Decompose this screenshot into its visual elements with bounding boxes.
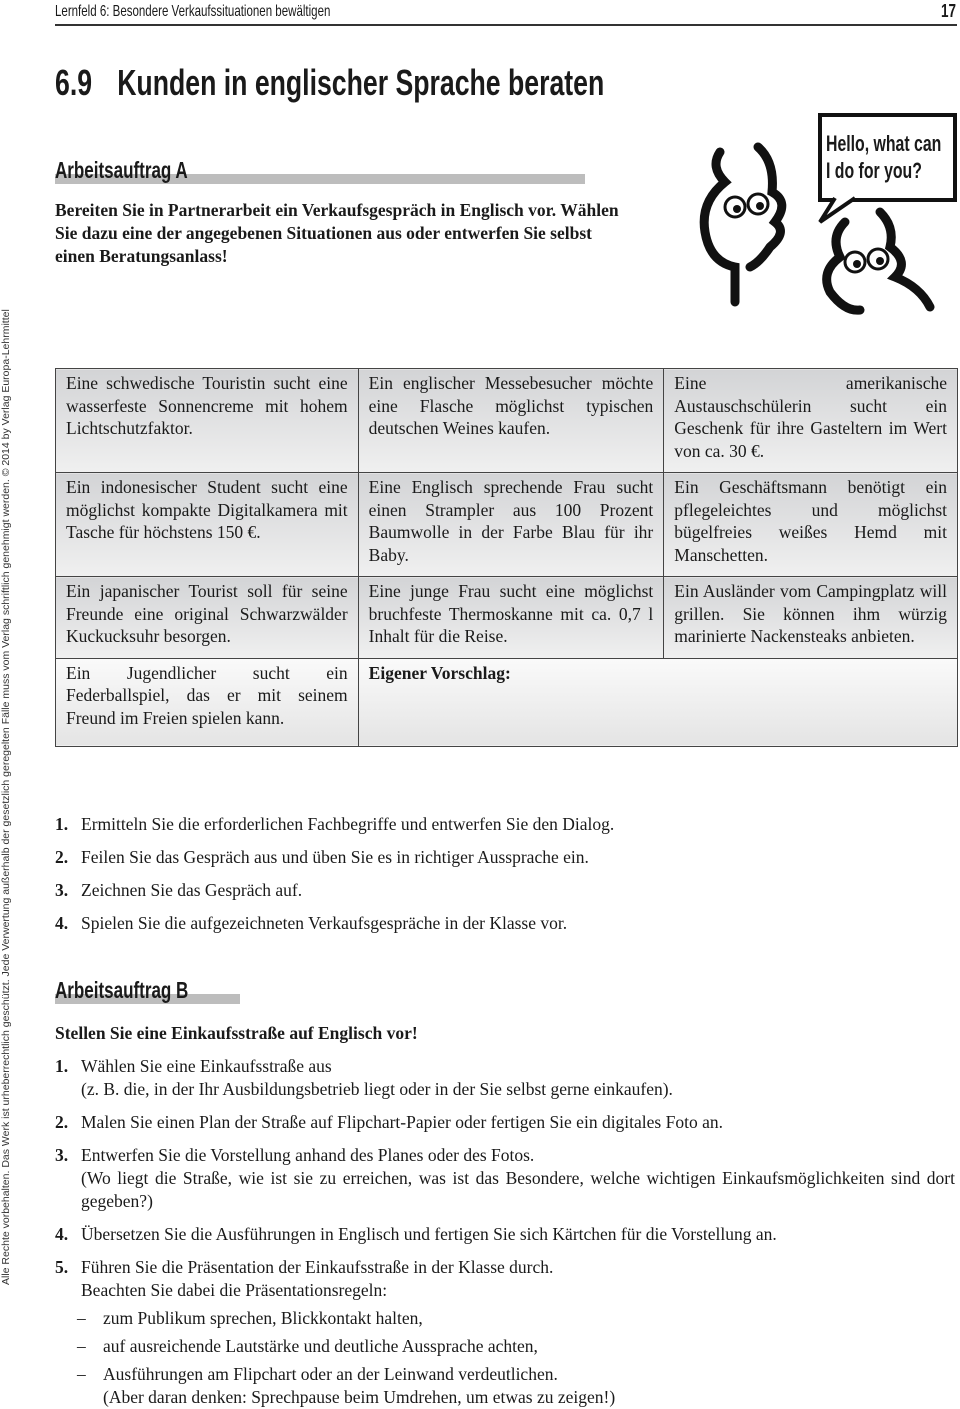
task-item	[55, 1144, 955, 1213]
situation-cell: Eine amerikanische Austauschschülerin sucht ein Geschenk für ihre Gasteltern im Wert von ca. 30 €.	[664, 369, 958, 473]
speech-line: I do for you?	[826, 158, 922, 183]
task-number: 3.	[55, 1145, 69, 1165]
table-row	[56, 658, 958, 746]
task-item	[55, 846, 955, 869]
speech-bubble	[826, 130, 941, 184]
situation-cell: Ein Jugendlicher sucht ein Federballspiel, das er mit seinem Freund im Freien spielen kann.	[56, 658, 359, 746]
situation-cell: Ein indonesischer Student sucht eine möglichst kompakte Digitalkamera mit Tasche für höchstens 150 €.	[56, 473, 359, 577]
rule-text: auf ausreichende Lautstärke und deutliche Aussprache achten,	[103, 1336, 538, 1356]
situations-table	[55, 368, 958, 747]
task-text: Ermitteln Sie die erforderlichen Fachbegriffe und entwerfen Sie den Dialog.	[81, 814, 615, 834]
section-b-heading: Arbeitsauftrag B	[55, 977, 189, 1003]
task-item	[55, 1223, 955, 1246]
section-a-heading: Arbeitsauftrag A	[55, 157, 188, 183]
running-head: Lernfeld 6: Besondere Verkaufssituationen bewältigen	[55, 3, 331, 20]
rule-text: (Aber daran denken: Sprechpause beim Umdrehen, um etwas zu zeigen!)	[103, 1387, 616, 1407]
task-text: Malen Sie einen Plan der Straße auf Flipchart-Papier oder fertigen Sie ein digitales Foto an.	[81, 1112, 723, 1132]
task-text: Zeichnen Sie das Gespräch auf.	[81, 880, 303, 900]
section-a-tasks	[55, 813, 955, 935]
page-number: 17	[940, 1, 956, 21]
section-a-intro: Bereiten Sie in Partnerarbeit ein Verkaufsgespräch in Englisch vor. Wählen Sie dazu eine der angegebenen Situationen aus oder entwerfen Sie selbst einen Beratungsanlass!	[55, 200, 619, 266]
task-number: 5.	[55, 1257, 69, 1277]
task-number: 2.	[55, 1112, 69, 1132]
task-item	[55, 912, 955, 935]
task-item	[55, 1256, 955, 1302]
task-item	[55, 879, 955, 902]
situation-cell: Ein Ausländer vom Campingplatz will grillen. Sie können ihm würzig marinierte Nackensteaks anbieten.	[664, 577, 958, 659]
situation-cell: Ein englischer Messebesucher möchte eine Flasche möglichst typischen deutschen Weines kaufen.	[358, 369, 664, 473]
situation-cell: Eine schwedische Touristin sucht eine wasserfeste Sonnencreme mit hohem Lichtschutzfaktor.	[56, 369, 359, 473]
table-row	[56, 473, 958, 577]
task-text: Übersetzen Sie die Ausführungen in Englisch und fertigen Sie sich Kärtchen für die Vorstellung an.	[81, 1224, 777, 1244]
situation-cell: Eine Englisch sprechende Frau sucht einen Strampler aus 100 Prozent Baumwolle in der Farbe Blau für ihr Baby.	[358, 473, 664, 577]
task-number: 3.	[55, 880, 69, 900]
table-row	[56, 369, 958, 473]
illustration-customers	[680, 112, 958, 322]
task-text: Führen Sie die Präsentation der Einkaufsstraße in der Klasse durch.	[81, 1257, 554, 1277]
own-proposal-cell: Eigener Vorschlag:	[358, 658, 957, 746]
section-b-tasks	[55, 1055, 955, 1409]
task-number: 1.	[55, 814, 69, 834]
task-text: (z. B. die, in der Ihr Ausbildungsbetrieb liegt oder in der Sie selbst gerne einkaufen).	[81, 1079, 673, 1099]
rule-item	[55, 1307, 955, 1330]
task-item	[55, 1111, 955, 1134]
task-number: 4.	[55, 913, 69, 933]
page-title	[55, 62, 604, 104]
task-item	[55, 1055, 955, 1101]
task-text: Entwerfen Sie die Vorstellung anhand des Planes oder des Fotos.	[81, 1145, 535, 1165]
rule-item	[55, 1363, 955, 1409]
task-text: Feilen Sie das Gespräch aus und üben Sie es in richtiger Aussprache ein.	[81, 847, 589, 867]
situation-cell: Eine junge Frau sucht eine möglichst bruchfeste Thermoskanne mit ca. 0,7 l Inhalt für die Reise.	[358, 577, 664, 659]
situation-cell: Ein japanischer Tourist soll für seine Freunde eine original Schwarzwälder Kuckucksuhr besorgen.	[56, 577, 359, 659]
task-item	[55, 813, 955, 836]
dash-bullet: –	[77, 1364, 86, 1384]
header-rule	[55, 24, 957, 26]
dash-bullet: –	[77, 1308, 86, 1328]
task-text: Beachten Sie dabei die Präsentationsregeln:	[81, 1280, 388, 1300]
task-text: Wählen Sie eine Einkaufsstraße aus	[81, 1056, 332, 1076]
rule-text: zum Publikum sprechen, Blickkontakt halten,	[103, 1308, 423, 1328]
table-row	[56, 577, 958, 659]
speech-line: Hello, what can	[826, 131, 942, 156]
rule-item	[55, 1335, 955, 1358]
task-number: 4.	[55, 1224, 69, 1244]
task-text: Spielen Sie die aufgezeichneten Verkaufsgespräche in der Klasse vor.	[81, 913, 568, 933]
task-text: (Wo liegt die Straße, wie ist sie zu erreichen, was ist das Besondere, welche wichtigen Einkaufsmöglichkeiten sind dort gegeben?)	[81, 1168, 955, 1211]
rule-text: Ausführungen am Flipchart oder an der Leinwand verdeutlichen.	[103, 1364, 558, 1384]
task-number: 1.	[55, 1056, 69, 1076]
dash-bullet: –	[77, 1336, 86, 1356]
task-number: 2.	[55, 847, 69, 867]
copyright-note: Alle Rechte vorbehalten. Das Werk ist urheberrechtlich geschützt. Jede Verwertung außerhalb der gesetzlich geregelten Fälle muss vom Verlag schriftlich genehmigt werden. © 2014 by Verlag Europa-Lehrmittel	[0, 309, 12, 1285]
situation-cell: Ein Geschäftsmann benötigt ein pflegeleichtes und möglichst bügelfreies weißes Hemd mit Manschetten.	[664, 473, 958, 577]
section-number: 6.9	[55, 62, 93, 103]
section-b-intro: Stellen Sie eine Einkaufsstraße auf Englisch vor!	[55, 1023, 418, 1043]
title-text: Kunden in englischer Sprache beraten	[117, 62, 605, 103]
